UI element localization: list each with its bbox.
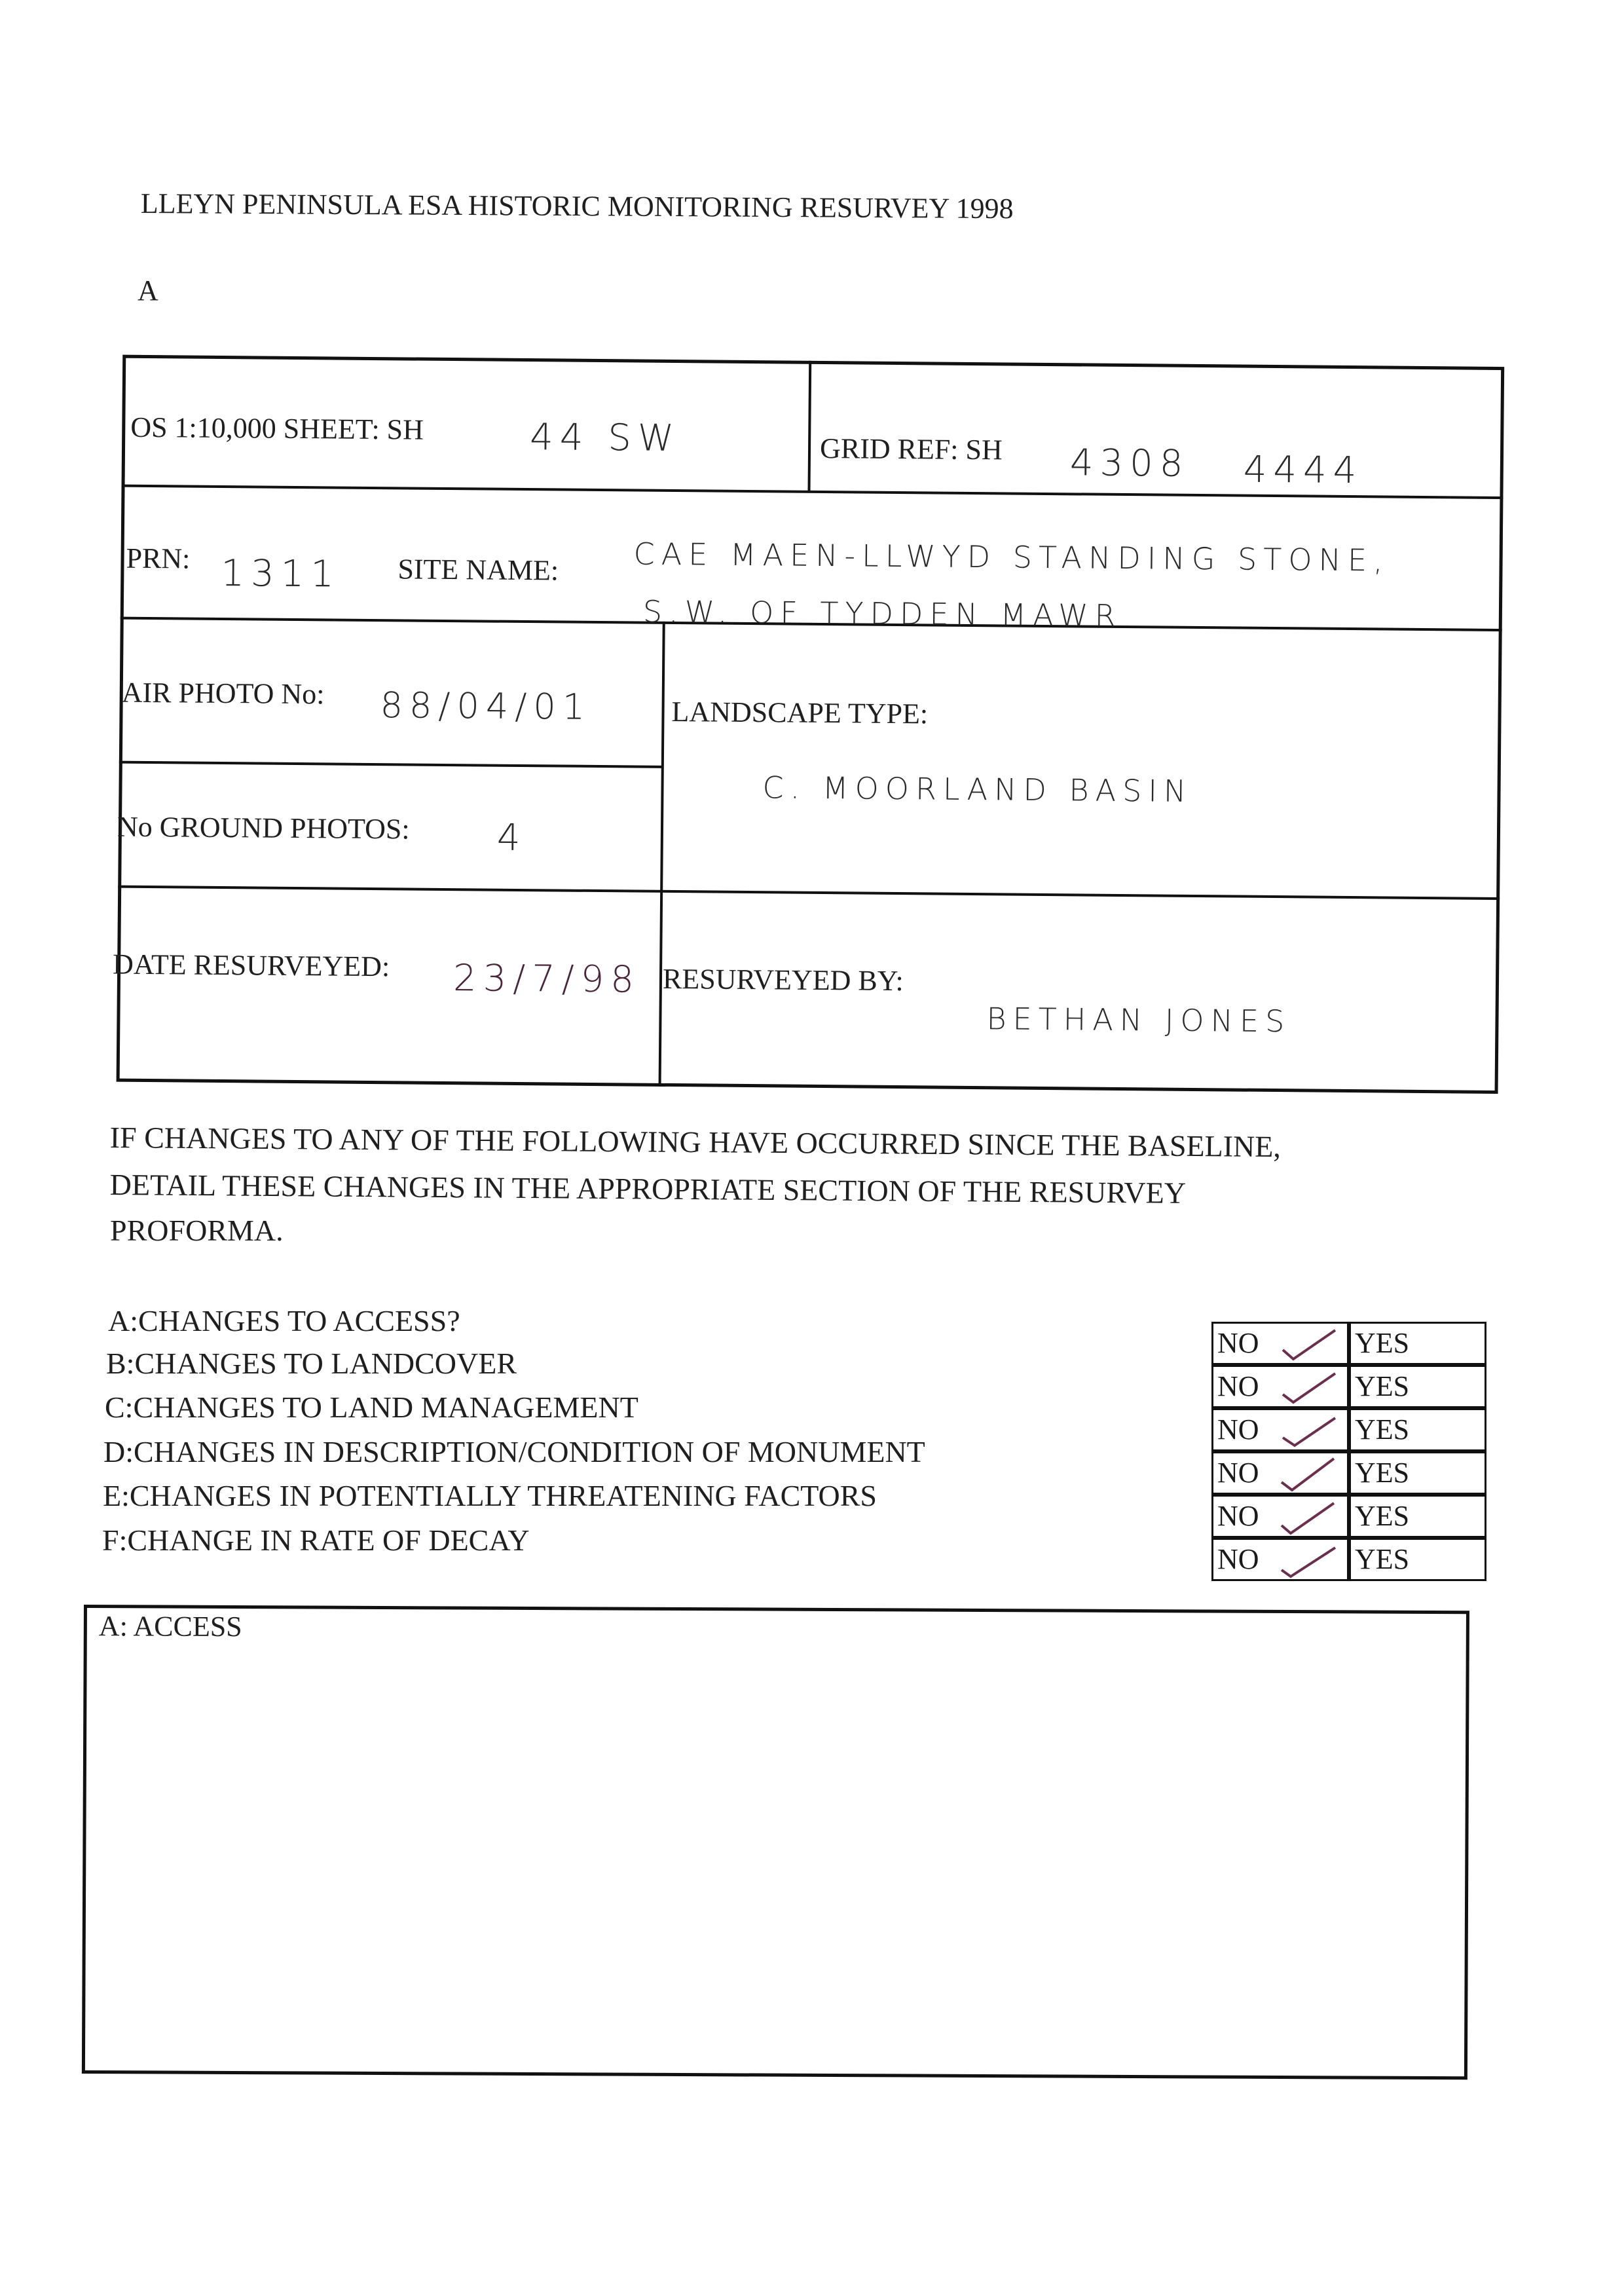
yes-label: YES — [1355, 1413, 1410, 1446]
checkmark-icon — [1279, 1499, 1338, 1536]
checkmark-icon — [1279, 1456, 1338, 1493]
site-details-form — [0, 0, 1624, 1128]
answer-yes-c[interactable] — [1349, 1408, 1486, 1451]
no-label: NO — [1217, 1457, 1259, 1489]
answer-yes-e[interactable] — [1349, 1495, 1486, 1538]
checkmark-icon — [1279, 1542, 1338, 1579]
site-name-line2[interactable]: S.W. OF TYDDEN MAWR — [642, 593, 1122, 633]
landscape-type-value[interactable]: C. MOORLAND BASIN — [762, 770, 1193, 809]
access-section-box[interactable] — [82, 1605, 1469, 2080]
no-label: NO — [1217, 1370, 1259, 1402]
question-a: A:CHANGES TO ACCESS? — [108, 1304, 460, 1337]
resurveyed-by-label: RESURVEYED BY: — [662, 962, 904, 998]
answer-no-c[interactable] — [1211, 1408, 1349, 1451]
question-b: B:CHANGES TO LANDCOVER — [106, 1347, 517, 1380]
site-name-label: SITE NAME: — [397, 553, 559, 587]
answer-no-b[interactable] — [1211, 1365, 1349, 1408]
yes-label: YES — [1355, 1327, 1410, 1359]
no-label: NO — [1217, 1500, 1259, 1532]
question-e: E:CHANGES IN POTENTIALLY THREATENING FACTORS — [103, 1479, 877, 1512]
answer-yes-d[interactable] — [1349, 1451, 1486, 1495]
instructions-line2: DETAIL THESE CHANGES IN THE APPROPRIATE SECTION OF THE RESURVEY — [109, 1168, 1187, 1210]
landscape-type-label: LANDSCAPE TYPE: — [671, 695, 929, 730]
date-resurveyed-value[interactable]: 23/7/98 — [452, 957, 641, 1001]
resurveyed-by-value[interactable]: BETHAN JONES — [986, 1001, 1291, 1039]
yes-label: YES — [1355, 1543, 1410, 1575]
answer-no-d[interactable] — [1211, 1451, 1349, 1495]
instructions-line1: IF CHANGES TO ANY OF THE FOLLOWING HAVE OCCURRED SINCE THE BASELINE, — [109, 1121, 1282, 1164]
answer-yes-b[interactable] — [1349, 1365, 1486, 1408]
grid-ref-northing[interactable]: 4444 — [1243, 448, 1363, 493]
yes-label: YES — [1355, 1500, 1410, 1532]
site-name-line1[interactable]: CAE MAEN-LLWYD STANDING STONE, — [633, 536, 1390, 578]
air-photo-label: AIR PHOTO No: — [121, 676, 325, 711]
air-photo-value[interactable]: 88/04/01 — [380, 684, 592, 728]
question-d: D:CHANGES IN DESCRIPTION/CONDITION OF MONUMENT — [103, 1435, 925, 1468]
answer-yes-a[interactable] — [1349, 1322, 1486, 1365]
prn-value[interactable]: 1311 — [221, 551, 341, 596]
answer-no-e[interactable] — [1211, 1495, 1349, 1538]
answer-no-a[interactable] — [1211, 1322, 1349, 1365]
no-label: NO — [1217, 1413, 1259, 1446]
document-title: LLEYN PENINSULA ESA HISTORIC MONITORING RESURVEY 1998 — [140, 187, 1014, 225]
ground-photos-value[interactable]: 4 — [496, 816, 527, 860]
answer-no-f[interactable] — [1211, 1538, 1349, 1581]
no-label: NO — [1217, 1327, 1259, 1359]
instructions-line3: PROFORMA. — [110, 1214, 284, 1247]
os-sheet-label: OS 1:10,000 SHEET: SH — [130, 411, 424, 446]
checkmark-icon — [1279, 1370, 1338, 1406]
question-c: C:CHANGES TO LAND MANAGEMENT — [105, 1390, 638, 1424]
os-sheet-value[interactable]: 44 SW — [529, 416, 681, 460]
question-f: F:CHANGE IN RATE OF DECAY — [102, 1523, 530, 1557]
checkmark-icon — [1279, 1326, 1338, 1363]
prn-label: PRN: — [126, 542, 191, 575]
date-resurveyed-label: DATE RESURVEYED: — [112, 948, 390, 983]
yes-label: YES — [1355, 1457, 1410, 1489]
grid-ref-easting[interactable]: 4308 — [1069, 441, 1190, 485]
yes-no-answer-grid — [1211, 1322, 1486, 1584]
access-section-label: A: ACCESS — [98, 1610, 242, 1643]
access-section-content[interactable] — [99, 1660, 1448, 1666]
no-label: NO — [1217, 1543, 1259, 1575]
grid-ref-label: GRID REF: SH — [819, 432, 1003, 466]
section-letter: A — [138, 274, 158, 307]
yes-label: YES — [1355, 1370, 1410, 1402]
answer-yes-f[interactable] — [1349, 1538, 1486, 1581]
checkmark-icon — [1279, 1413, 1338, 1449]
ground-photos-label: No GROUND PHOTOS: — [117, 810, 410, 846]
